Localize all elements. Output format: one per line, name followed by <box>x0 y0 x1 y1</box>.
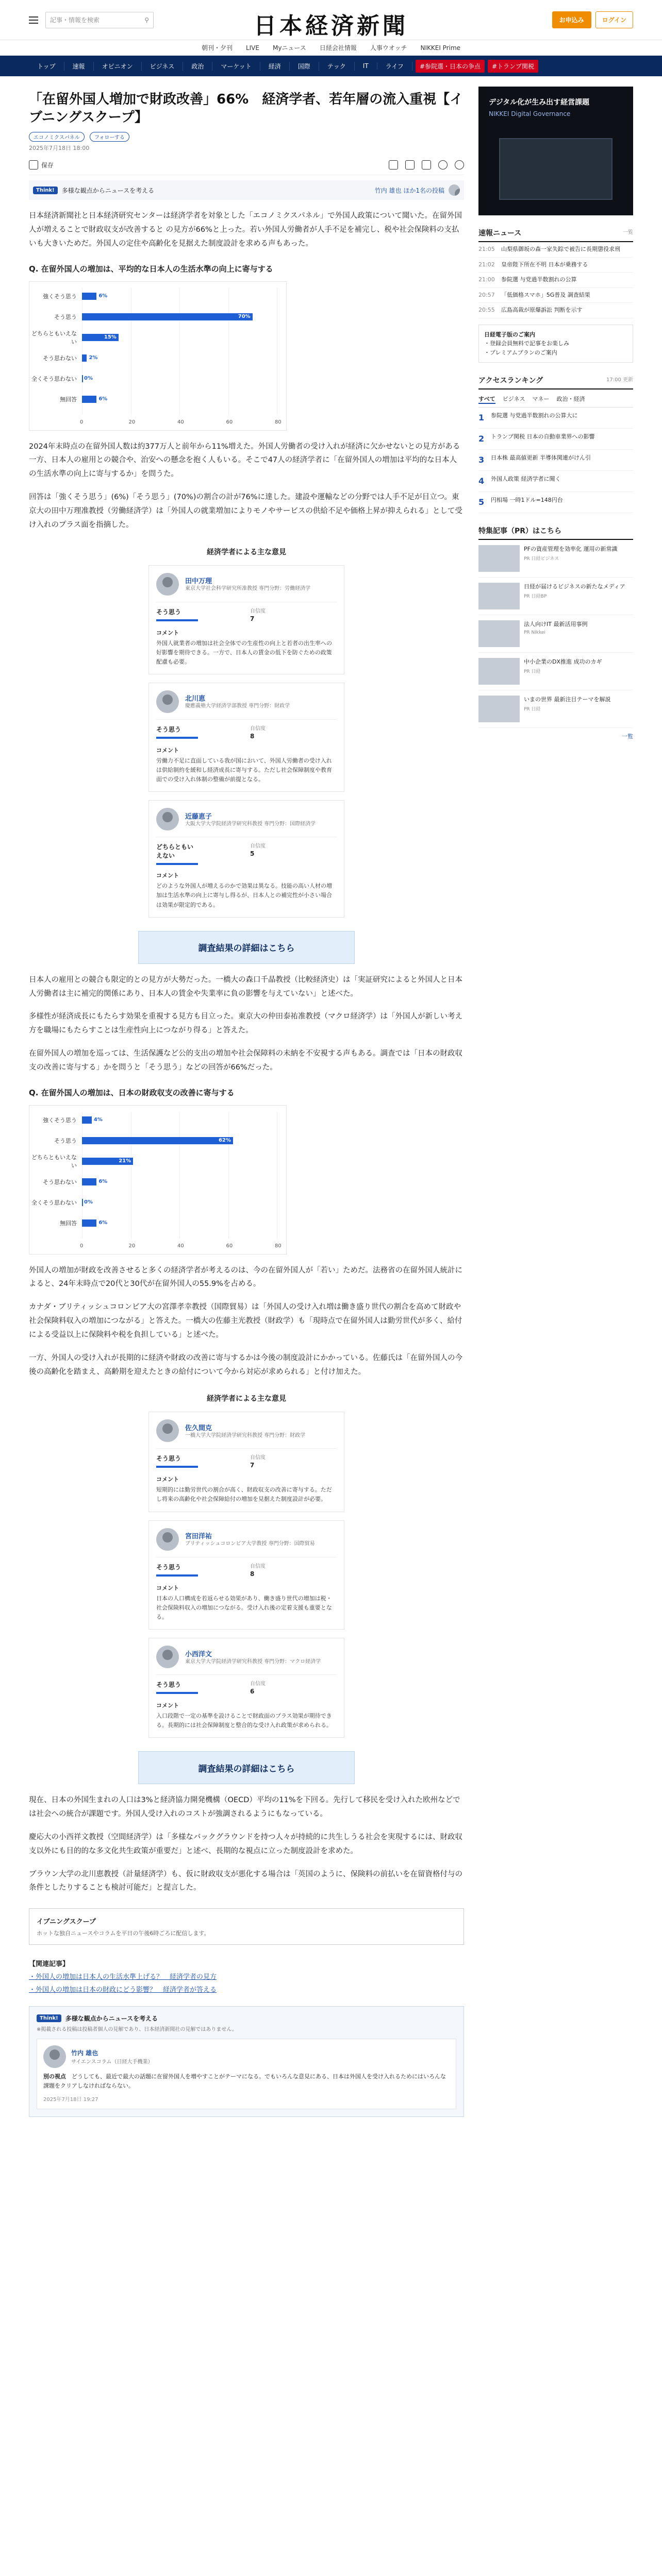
news-time: 21:00 <box>478 276 495 283</box>
avatar <box>449 184 460 196</box>
news-item[interactable] <box>478 242 633 258</box>
data-label: 6% <box>98 293 108 299</box>
expert-role: 東京大学大学院経済学研究科教授 専門分野：マクロ経済学 <box>185 1658 321 1665</box>
chart-row <box>29 1195 81 1210</box>
facebook-icon[interactable] <box>438 160 448 170</box>
news-item[interactable] <box>478 288 633 303</box>
ranking-item[interactable] <box>478 408 633 429</box>
search-placeholder: 記事・情報を検索 <box>50 16 100 24</box>
think-author[interactable]: 竹内 雄也 <box>71 2049 98 2057</box>
pr-text: 法人向けIT 最新活用事例 <box>524 621 588 628</box>
series-box[interactable] <box>29 1908 464 1945</box>
section-heading: 経済学者による主な意見 <box>207 1395 286 1403</box>
grid-line <box>179 1112 180 1239</box>
pr-item[interactable] <box>478 690 633 728</box>
expert-answer: そう思う <box>156 725 181 733</box>
pr-thumbnail <box>478 620 520 647</box>
paragraph: 2024年末時点の在留外国人数は約377万人と前年から11%増えた。外国人労働者の受け入れが経済に欠かせないとの見方がある一方、日本人の雇用との競合や、治安への懸念を抱く人もいる。そこで47人の経済学者に「在留外国人の増加は平均的な日本人の生活水準の向上に寄与するか」を問うた。 <box>29 442 460 479</box>
expert-role: ブリティッシュコロンビア大学教授 専門分野：国際貿易 <box>185 1541 315 1547</box>
chart-row <box>29 1113 81 1127</box>
news-text: 山梨県御坂の森一家失踪で被告に長期懲役求刑 <box>501 246 620 252</box>
sidebar <box>478 87 633 2117</box>
ad-line1: デジタル化が生み出す経営課題 <box>489 98 590 107</box>
expert-role: 一橋大学大学院経済学研究科教授 専門分野：財政学 <box>185 1432 306 1438</box>
bar <box>82 313 253 320</box>
pr-source: PR Nikkei <box>524 630 545 635</box>
news-text: 「低価格スマホ」5G普及 調査結果 <box>501 291 590 298</box>
rank-text: 円相場 一時1ドル=148円台 <box>491 497 563 504</box>
nav-item[interactable]: トップ <box>29 62 64 71</box>
think-box <box>29 2006 464 2117</box>
expert-card <box>148 1638 344 1738</box>
bar <box>82 396 96 403</box>
news-text: 参院選 与党過半数割れの公算 <box>501 276 577 283</box>
details-button[interactable]: 調査結果の詳細はこちら <box>138 931 355 964</box>
comment-heading: コメント <box>156 747 179 754</box>
expert-card <box>148 1412 344 1512</box>
expert-answer: そう思う <box>156 1681 181 1689</box>
confidence-value: 8 <box>250 1570 255 1578</box>
category-label: どちらともいえない <box>31 330 77 345</box>
subnav-item[interactable]: LIVE <box>245 44 259 52</box>
x-icon[interactable] <box>422 160 431 170</box>
bar <box>82 1137 233 1144</box>
expert-role: 大阪大学大学院経済学研究科教授 専門分野：国際経済学 <box>185 821 316 827</box>
tab-money[interactable]: マネー <box>532 396 550 403</box>
bar-chart-2 <box>29 1105 287 1255</box>
tab-business[interactable]: ビジネス <box>502 396 525 403</box>
info-link[interactable]: ・登録会員無料で記事をお楽しみ <box>484 340 569 347</box>
paragraph: ブラウン大学の北川恵教授（計量経済学）も、仮に財政収支が悪化する場合は「英国のように、保険料の前払いを在留資格付与の条件としたりすることも検討可能だ」と提言した。 <box>29 1870 462 1892</box>
category-label: 強くそう思う <box>43 1116 77 1124</box>
nav-item[interactable]: IT <box>355 62 377 70</box>
comment-heading: コメント <box>156 629 179 636</box>
think-date: 2025年7月18日 19:27 <box>43 2097 98 2103</box>
rank-text: 参院選 与党過半数割れの公算大に <box>491 412 578 419</box>
think-bar[interactable] <box>29 180 464 200</box>
line-icon[interactable] <box>455 160 464 170</box>
rank-number: 1 <box>478 413 485 423</box>
expert-answer: そう思う <box>156 608 181 616</box>
expert-card <box>148 1520 344 1630</box>
info-link[interactable]: ・プレミアムプランのご案内 <box>484 349 557 356</box>
answer-bar <box>156 863 198 865</box>
rank-number: 5 <box>478 497 485 507</box>
related-link[interactable]: ・外国人の増加は日本人の生活水準上げる？ 経済学者の見方 <box>29 1973 217 1981</box>
axis-tick: 0 <box>80 1243 84 1249</box>
ranking-update: 17:00 更新 <box>606 377 633 383</box>
avatar <box>156 690 179 713</box>
comment-heading: コメント <box>156 1702 179 1709</box>
expert-comment: 短期的には勤労世代の割合が高く、財政収支の改善に寄与する。ただし将来の高齢化や社会保障給付の増加を見据えた制度設計が必要。 <box>156 1486 332 1503</box>
pr-item[interactable] <box>478 615 633 653</box>
pr-thumbnail <box>478 696 520 722</box>
paragraph: 多様性が経済成長にもたらす効果を重視する見方も目立った。東京大の仲田泰祐准教授（マクロ経済学）は「外国人が新しい考え方を職場にもたらすことは生産性向上につながり得る」と答えた。 <box>29 1012 462 1035</box>
paragraph: 現在、日本の外国生まれの人口は3%と経済協力開発機構（OECD）平均の11%を下回る。先行して移民を受け入れた欧州などでは社会への統合が課題です。外国人受け入れのコストが強調されるようにもなっている。 <box>29 1796 460 1819</box>
follow-button[interactable]: フォローする <box>90 132 129 142</box>
data-label: 15% <box>104 334 117 340</box>
grid-line <box>179 288 180 415</box>
subnav-item[interactable]: Myニュース <box>272 44 306 52</box>
category-label: そう思わない <box>43 1178 77 1185</box>
chart-row <box>29 330 81 345</box>
save-label: 保存 <box>41 161 54 169</box>
category-label: どちらともいえない <box>31 1154 77 1169</box>
pr-source: PR 日経ビジネス <box>524 556 559 562</box>
menu-icon[interactable] <box>29 16 38 24</box>
expert-name[interactable]: 小西洋文 <box>185 1650 212 1658</box>
expert-answer: どちらともいえない <box>156 843 194 860</box>
data-label: 6% <box>98 1178 108 1184</box>
confidence-value: 8 <box>250 732 255 740</box>
grid-line <box>228 288 229 415</box>
ranking-item[interactable] <box>478 450 633 471</box>
paragraph: 慶応大の小西祥文教授（空間経済学）は「多様なバックグラウンドを持つ人々が持続的に共生しうる社会を実現するには、財政収支以外にも目的的な多文化共生政策が重要だ」と述べ、長期的な視点に立った制度設計を求めた。 <box>29 1833 462 1855</box>
confidence-label: 自信度 <box>250 725 266 732</box>
confidence-value: 7 <box>250 615 255 622</box>
info-box <box>478 325 633 363</box>
news-time: 20:57 <box>478 291 495 298</box>
save-button[interactable] <box>29 160 54 170</box>
avatar <box>156 1419 179 1442</box>
category-label: そう思う <box>54 1137 77 1144</box>
think-tag: Think! <box>37 2014 61 2022</box>
bar <box>82 1219 96 1227</box>
expert-comment: 労働力不足に直面している我が国において、外国人労働者の受け入れは供給制約を緩和し経済成長に寄与する。ただし社会保障制度や教育面での受け入れ体制の整備が前提となる。 <box>156 757 332 783</box>
data-label: 21% <box>119 1158 131 1164</box>
expert-name[interactable]: 佐久間克 <box>185 1424 212 1432</box>
article <box>29 87 464 2117</box>
axis-tick: 60 <box>226 1243 233 1249</box>
rank-number: 2 <box>478 434 485 444</box>
bar <box>82 1178 96 1185</box>
site-logo[interactable]: 日本経済新聞 <box>254 13 408 39</box>
confidence-label: 自信度 <box>250 843 266 850</box>
pr-more-link[interactable]: 一覧 <box>622 733 633 740</box>
bar <box>82 354 87 362</box>
news-text: 広島高裁が原爆訴訟 判断を示す <box>501 307 583 313</box>
news-heading: 速報ニュース 一覧 <box>478 228 633 242</box>
think-label: 別の視点 <box>43 2073 66 2080</box>
confidence-label: 自信度 <box>250 608 266 614</box>
ranking-tabs <box>478 395 633 408</box>
category-label: 全くそう思わない <box>31 1199 77 1206</box>
nav-item[interactable]: ライフ <box>377 62 412 71</box>
paragraph: 日本人の雇用との競合も限定的との見方が大勢だった。一橋大の森口千晶教授（比較経済史）は「実証研究によると外国人と日本人労働者は主に補完的関係にあり、日本人の賃金や失業率に負の影響を与えていない」と述べた。 <box>29 975 462 998</box>
grid-line <box>228 1112 229 1239</box>
category-label: そう思う <box>54 313 77 320</box>
article-title: 「在留外国人増加で財政改善」66% 経済学者、若年層の流入重視【イブニングスクープ】 <box>29 92 464 126</box>
comment-heading: コメント <box>156 1584 179 1591</box>
details-button[interactable]: 調査結果の詳細はこちら <box>138 1751 355 1784</box>
main-nav <box>0 56 662 76</box>
pr-text: いまの世界 最新注目テーマを解説 <box>524 696 611 703</box>
nav-tag[interactable]: #参院選・日本の争点 <box>416 60 485 73</box>
related-link[interactable]: ・外国人の増加は日本の財政にどう影響？ 経済学者が答える <box>29 1986 217 1994</box>
expert-comment: どのような外国人が増えるのかで効果は異なる。技能の高い人材の増加は生活水準の向上に寄与し得るが、日本人との補完性が小さい場合は効果が限定的である。 <box>156 883 332 908</box>
ad-banner[interactable] <box>478 87 633 215</box>
news-item[interactable] <box>478 303 633 318</box>
axis-tick: 20 <box>128 1243 136 1249</box>
ranking-item[interactable] <box>478 492 633 513</box>
subscribe-button[interactable]: お申込み <box>552 11 591 28</box>
avatar <box>156 1528 179 1551</box>
nav-item[interactable]: 経済 <box>260 62 290 71</box>
bar <box>82 375 83 382</box>
print-icon[interactable] <box>389 160 398 170</box>
rank-text: 日本株 最高値更新 半導体関連がけん引 <box>491 454 591 462</box>
data-label: 2% <box>89 354 98 361</box>
answer-bar <box>156 1466 198 1468</box>
pr-item[interactable] <box>478 540 633 578</box>
bar <box>82 293 96 300</box>
news-time: 20:55 <box>478 307 495 313</box>
nav-item[interactable]: マーケット <box>212 62 260 71</box>
pr-text: 日経が届けるビジネスの新たなメディア <box>524 583 625 590</box>
expert-name[interactable]: 近藤恵子 <box>185 812 212 821</box>
chart-row <box>29 1133 81 1148</box>
data-label: 0% <box>84 375 93 381</box>
confidence-value: 6 <box>250 1688 255 1696</box>
paragraph: 外国人の増加が財政を改善させると多くの経済学者が考えるのは、今の在留外国人が「若い」ためだ。法務省の在留外国人統計によると、24年末時点で20代と30代が在留外国人の55.9%を占める。 <box>29 1266 462 1289</box>
ranking-item[interactable] <box>478 471 633 492</box>
expert-role: 慶應義塾大学経済学部教授 専門分野：財政学 <box>185 703 290 709</box>
chart-row <box>29 289 81 303</box>
ranking-heading: アクセスランキング 17:00 更新 <box>478 375 633 389</box>
login-button[interactable]: ログイン <box>595 11 633 28</box>
avatar <box>43 2045 66 2068</box>
tab-all[interactable]: すべて <box>478 395 495 404</box>
axis-tick: 40 <box>177 1243 184 1249</box>
pr-heading: 特集記事（PR）はこちら <box>478 526 633 540</box>
bookmark-icon <box>29 160 38 170</box>
news-text: 皇帝陛下所在不明 日本が乗務する <box>501 261 588 268</box>
think-title: 多様な観点からニュースを考える <box>65 2015 158 2023</box>
chart-row <box>29 392 81 406</box>
subnav-item[interactable]: 人事ウオッチ <box>370 44 407 52</box>
nav-item[interactable]: ビジネス <box>142 62 184 71</box>
series-desc: ホットな独自ニュースやコラムを平日の午後6時ごろに配信します。 <box>37 1930 210 1937</box>
rank-text: 外国人政策 経済学者に聞く <box>491 476 561 483</box>
data-label: 62% <box>218 1137 231 1143</box>
data-label: 70% <box>238 313 251 319</box>
expert-name[interactable]: 宮田洋祐 <box>185 1533 212 1541</box>
news-more-link[interactable]: 一覧 <box>623 230 633 235</box>
avatar <box>156 808 179 831</box>
think-tag: Think! <box>33 187 58 194</box>
top-bar <box>0 0 662 40</box>
answer-bar <box>156 1692 198 1694</box>
article-date: 2025年7月18日 18:00 <box>29 145 90 152</box>
pr-thumbnail <box>478 583 520 609</box>
paragraph: 回答は「強くそう思う」(6%)「そう思う」(70%)の割合の計が76%に達した。建設や運輸などの分野では人手不足が目立つ。東京大の田中万理准教授（労働経済学）は「外国人の就業増加によりモノやサービスの供給不足や価格上昇が抑えられる」として受け入れのプラス面を指摘した。 <box>29 493 462 529</box>
pr-text: PFの資産管理を効率化 運用の新常識 <box>524 546 618 553</box>
subnav-item[interactable]: 朝刊・夕刊 <box>201 44 233 52</box>
bar <box>82 1116 92 1124</box>
paragraph: 一方、外国人の受け入れが長期的に経済や財政の改善に寄与するかは今後の制度設計にかかっている。佐藤氏は「在留外国人の今後の高齢化を踏まえ、高齢期を迎えたときの給付について今から対応が求められる」と付け加えた。 <box>29 1353 462 1376</box>
category-label: 全くそう思わない <box>31 375 77 382</box>
think-count[interactable]: 竹内 雄也 ほか1名の投稿 <box>374 187 444 194</box>
search-input[interactable] <box>45 12 154 28</box>
search-icon[interactable]: ⚲ <box>144 16 149 24</box>
chart-row <box>29 1175 81 1189</box>
chart-row <box>29 1154 81 1168</box>
expert-card <box>148 800 344 917</box>
question-heading: Q. 在留外国人の増加は、日本の財政収支の改善に寄与する <box>29 1088 235 1097</box>
paragraph: 在留外国人の増加を巡っては、生活保護など公的支出の増加や社会保障料の未納を不安視する声もある。調査では「日本の財政収支の改善に寄与する」かを問うと「そう思う」などの回答が66%だった。 <box>29 1049 462 1072</box>
axis-tick: 60 <box>226 419 233 425</box>
news-time: 21:05 <box>478 246 495 252</box>
data-label: 6% <box>98 396 108 402</box>
expert-comment: 入口段階で一定の基準を設けることで財政面のプラス効果が期待できる。長期的には社会保障制度と整合的な受け入れ政策が求められる。 <box>156 1713 332 1729</box>
bar <box>82 1199 83 1206</box>
think-body: どうしても、最近で最大の話題に在留外国人を増やすことがテーマになる。でもいろんな意見にある、日本は外国人を受け入れるためにはいろんな課題をクリアしなければならない。 <box>43 2073 446 2090</box>
nav-item[interactable]: 速報 <box>64 62 94 71</box>
nav-item[interactable]: テック <box>319 62 355 71</box>
comment-heading: コメント <box>156 1476 179 1483</box>
pr-thumbnail <box>478 658 520 685</box>
question-heading: Q. 在留外国人の増加は、平均的な日本人の生活水準の向上に寄与する <box>29 264 273 274</box>
expert-answer: そう思う <box>156 1563 181 1571</box>
news-item[interactable] <box>478 258 633 273</box>
series-pill[interactable]: エコノミクスパネル <box>29 132 85 142</box>
pr-source: PR 日経BP <box>524 594 547 599</box>
tab-politics[interactable]: 政治・経済 <box>556 396 585 403</box>
chart-row <box>29 310 81 324</box>
data-label: 0% <box>84 1199 93 1205</box>
avatar <box>156 1646 179 1668</box>
rank-text: トランプ関税 日本の自動車業界への影響 <box>491 433 595 440</box>
axis-tick: 80 <box>275 1243 282 1249</box>
section-heading: 経済学者による主な意見 <box>207 548 286 556</box>
news-time: 21:02 <box>478 261 495 268</box>
pr-item[interactable] <box>478 578 633 615</box>
confidence-value: 7 <box>250 1462 255 1469</box>
nav-item[interactable]: 国際 <box>290 62 319 71</box>
nav-tag[interactable]: #トランプ関税 <box>488 60 538 73</box>
pr-source: PR 日経 <box>524 669 541 674</box>
chart-row <box>29 1216 81 1230</box>
category-label: 無回答 <box>60 396 77 403</box>
ad-image <box>499 138 613 200</box>
expert-card <box>148 683 344 792</box>
ad-line2: NIKKEI Digital Governance <box>489 110 571 117</box>
info-heading: 日経電子版のご案内 <box>484 331 535 338</box>
confidence-label: 自信度 <box>250 1681 266 1687</box>
expert-name[interactable]: 北川恵 <box>185 695 206 703</box>
think-text: 多様な観点からニュースを考える <box>61 187 155 194</box>
answer-bar <box>156 619 198 621</box>
axis-tick: 80 <box>275 419 282 425</box>
category-label: 無回答 <box>60 1219 77 1227</box>
axis-tick: 20 <box>128 419 136 425</box>
category-label: 強くそう思う <box>43 293 77 300</box>
confidence-label: 自信度 <box>250 1455 266 1461</box>
avatar <box>156 573 179 596</box>
chart-row <box>29 371 81 386</box>
pr-thumbnail <box>478 545 520 572</box>
related-heading: 【関連記事】 <box>29 1960 70 1969</box>
ranking-item[interactable] <box>478 429 633 450</box>
rank-number: 4 <box>478 476 485 486</box>
series-title: イブニングスクープ <box>37 1918 96 1926</box>
think-disclaimer: ※掲載される投稿は投稿者個人の見解であり、日本経済新聞社の見解ではありません。 <box>37 2027 237 2033</box>
axis-tick: 40 <box>177 419 184 425</box>
expert-answer: そう思う <box>156 1455 181 1463</box>
chart-row <box>29 351 81 365</box>
related-articles <box>29 1958 464 1994</box>
pr-item[interactable] <box>478 653 633 690</box>
expert-role: 東京大学社会科学研究所准教授 専門分野：労働経済学 <box>185 586 311 591</box>
answer-bar <box>156 737 198 739</box>
think-role: サイエンスコラム（日経大手機業） <box>71 2059 153 2065</box>
expert-comment: 日本の人口構成を若返らせる効果があり、働き盛り世代の増加は税・社会保険料収入の増加につながる。受け入れ後の定着支援も重要となる。 <box>156 1595 332 1620</box>
news-item[interactable] <box>478 273 633 288</box>
data-label: 4% <box>93 1116 103 1123</box>
comment-heading: コメント <box>156 872 179 879</box>
category-label: そう思わない <box>43 354 77 362</box>
subnav-item[interactable]: NIKKEI Prime <box>420 44 461 52</box>
paragraph: カナダ・ブリティッシュコロンビア大の宮澤孝幸教授（国際貿易）は「外国人の受け入れ増は働き盛り世代の割合を高めて財政や社会保険料収入の増加につながる」と答えた。一橋大の佐藤主光教授（財政学）も「現時点で在留外国人は勤労世代が多く、給付による受益以上に保険料や税を負担している」と述べた。 <box>29 1303 462 1339</box>
confidence-value: 5 <box>250 850 255 858</box>
answer-bar <box>156 1574 198 1577</box>
expert-name[interactable]: 田中万理 <box>185 578 212 585</box>
data-label: 6% <box>98 1219 108 1226</box>
pr-text: 中小企業のDX推進 成功のカギ <box>524 658 602 666</box>
pr-source: PR 日経 <box>524 706 541 712</box>
expert-comment: 外国人就業者の増加は社会全体での生産性の向上と若者の出生率への好影響を期待できる。一方で、日本人の賃金の低下を防ぐための政策配慮も必要。 <box>156 639 332 665</box>
sub-nav <box>0 40 662 56</box>
think-card[interactable] <box>37 2039 456 2109</box>
paragraph: 日本経済新聞社と日本経済研究センターは経済学者を対象とした「エコノミクスパネル」で外国人政策について聞いた。在留外国人が増えることで財政収支が改善すると の見方が66%と上った。若い外国人労働者が人手不足を補完し、税や社会保険料の支払いも大きいためだ。外国人の定住や高齢化を見据えた制度設計を求める声もあった。 <box>29 212 462 248</box>
axis-tick: 0 <box>80 419 84 425</box>
rank-number: 3 <box>478 455 485 465</box>
nav-item[interactable]: オピニオン <box>94 62 142 71</box>
share-icon[interactable] <box>405 160 415 170</box>
bar-chart-1 <box>29 281 287 431</box>
subnav-item[interactable]: 日経会社情報 <box>319 44 357 52</box>
expert-card <box>148 565 344 674</box>
nav-item[interactable]: 政治 <box>183 62 212 71</box>
confidence-label: 自信度 <box>250 1563 266 1569</box>
